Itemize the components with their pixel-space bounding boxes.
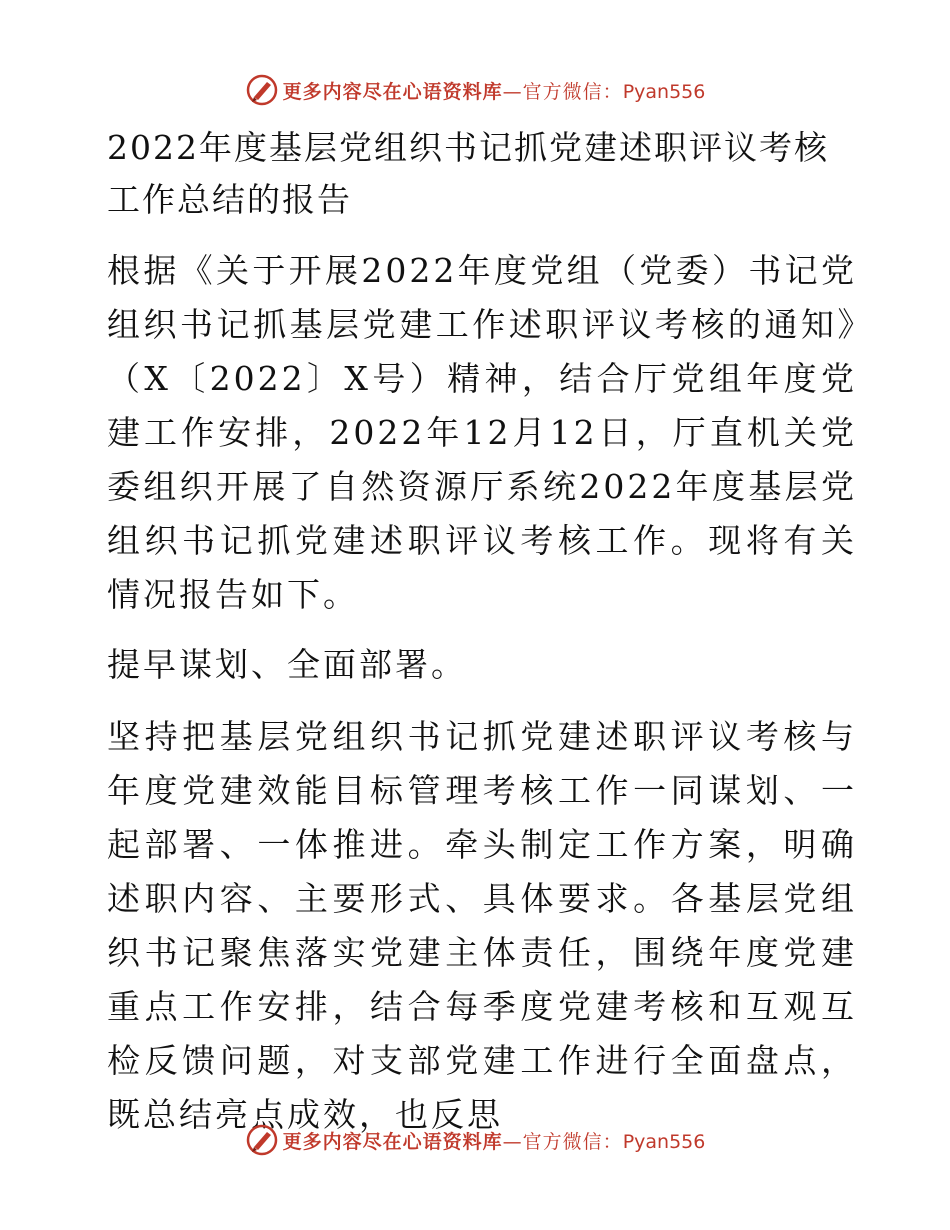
document-body [97,122,857,1158]
watermark-brand: 更多内容尽在心语资料库 [282,80,503,103]
watermark-brand: 更多内容尽在心语资料库 [282,1130,503,1153]
watermark-banner-top [0,70,950,110]
paragraph-body: 坚持把基层党组织书记抓党建述职评议考核与年度党建效能目标管理考核工作一同谋划、一起部署、一体推进。牵头制定工作方案，明确述职内容、主要形式、具体要求。各基层党组织书记聚焦落实党建主体责任，围绕年度党建重点工作安排，结合每季度党建考核和互观互检反馈问题，对支部党建工作进行全面盘点，既总结亮点成效，也反思 [107,717,857,1134]
pen-logo-icon [245,73,279,107]
pen-logo-icon [245,1123,279,1157]
paragraph-intro: 根据《关于开展2022年度党组（党委）书记党组织书记抓基层党建工作述职评议考核的通知》（X〔2022〕X号）精神，结合厅党组年度党建工作安排，2022年12月12日，厅直机关党委组织开展了自然资源厅系统2022年度基层党组织书记抓党建述职评议考核工作。现将有关情况报告如下。 [107,251,857,614]
paragraph-heading: 提早谋划、全面部署。 [107,645,467,684]
watermark-banner-bottom [0,1120,950,1160]
watermark-dash: — [502,80,523,103]
document-title: 2022年度基层党组织书记抓党建述职评议考核工作总结的报告 [107,128,829,219]
watermark-wechat-label: 官方微信： [522,1130,623,1153]
watermark-dash: — [502,1130,523,1153]
watermark-wechat-id: Pyan556 [622,80,706,103]
watermark-wechat-id: Pyan556 [622,1130,706,1153]
watermark-wechat-label: 官方微信： [522,80,623,103]
